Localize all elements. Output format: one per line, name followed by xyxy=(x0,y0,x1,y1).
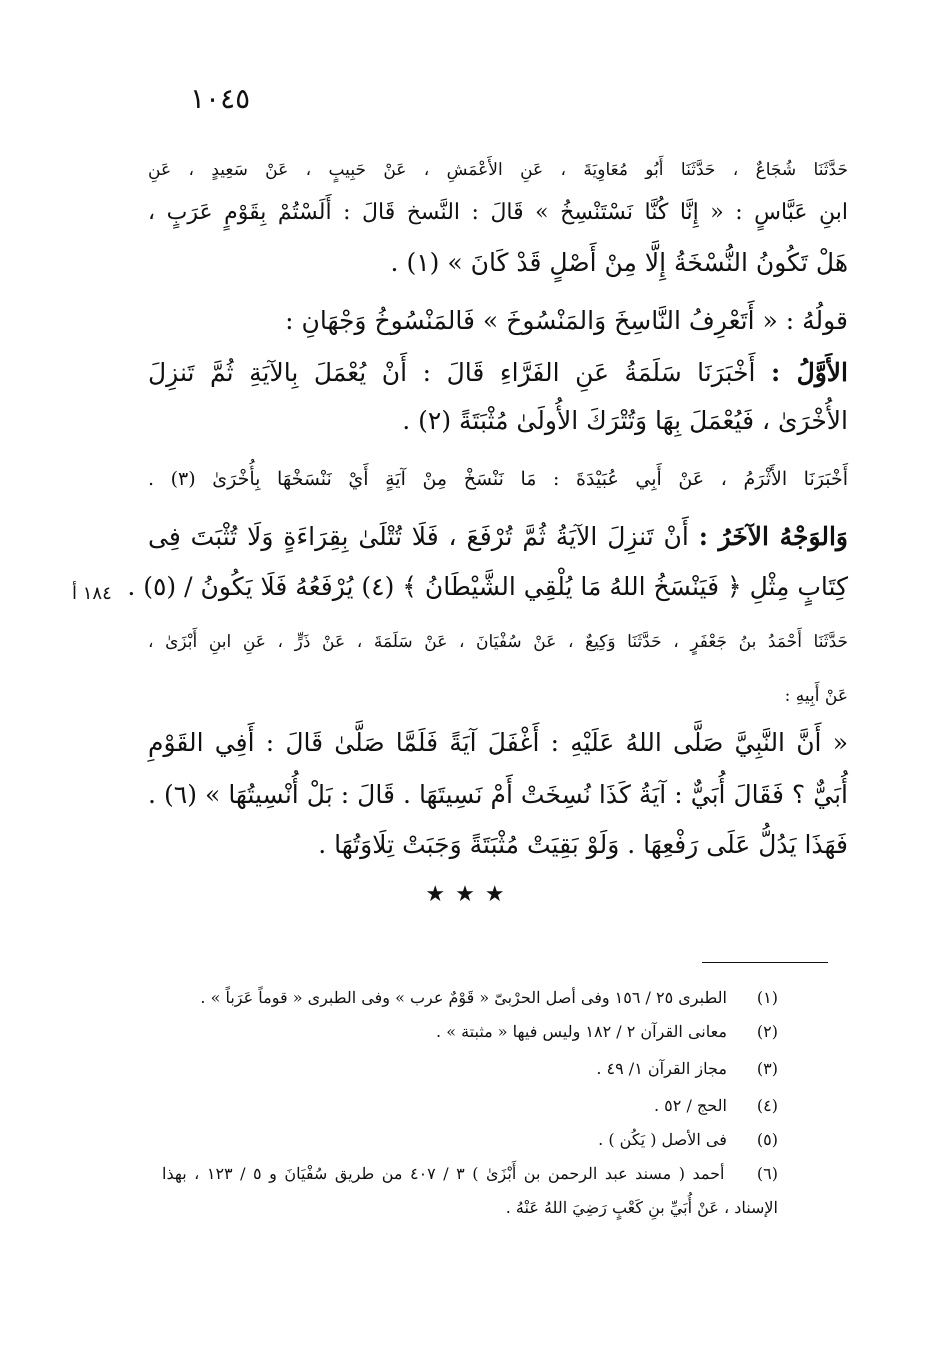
footnote-number: (٥) xyxy=(756,1130,778,1149)
footnote-5 xyxy=(138,1130,778,1149)
footnote-text: الطبرى ٢٥ / ١٥٦ وفى أصل الحرْبىّ « قَوْمٌ عرب » وفى الطبرى « قوماً عَرَباً » . xyxy=(200,988,727,1007)
footnote-text: أحمد ( مسند عبد الرحمن بن أَبْزَىٰ ) ٣ / ٤٠٧ من طريق سُفْيَانَ و ٥ / ١٢٣ ، بهذا xyxy=(162,1164,725,1183)
chain-line-11: عَنْ أَبِيهِ : xyxy=(784,686,848,706)
text-line-14: فَهَذَا يَدُلُّ عَلَى رَفْعِهَا . وَلَوْ بَقِيَتْ مُثْبَتَةً وَجَبَتْ تِلَاوَتُهَا . xyxy=(318,830,848,859)
hadith-line-13: أُبَيٌّ ؟ فَقَالَ أُبَيٌّ : آيَةُ كَذَا نُسِخَتْ أَمْ نَسِيتَهَا . قَالَ : بَلْ أُنْسِيتُهَا » (٦) . xyxy=(148,780,848,809)
footnote-text: الحج / ٥٢ . xyxy=(654,1096,727,1115)
footnote-text: فى الأصل ( يَكُن ) . xyxy=(598,1130,727,1149)
page-number: ١٠٤٥ xyxy=(190,82,251,115)
footnote-number: (٤) xyxy=(756,1096,778,1115)
section-divider-stars: ★★★ xyxy=(425,882,515,907)
chain-line-7: أَخْبَرَنَا الأَثْرَمُ ، عَنْ أَبِي عُبَيْدَةَ : مَا نَنْسَخْ مِنْ آيَةٍ أَيْ نَنْسَخْهَا بِأُخْرَىٰ (٣) . xyxy=(148,468,849,490)
footnote-3 xyxy=(138,1059,778,1078)
text-line-5-body: أَخْبَرَنَا سَلَمَةُ عَنِ الفَرَّاءِ قَالَ : أَنْ يُعْمَلَ بِالآيَةِ ثُمَّ تَنزِلَ xyxy=(148,358,756,387)
footnote-number: (١) xyxy=(756,988,778,1007)
footnote-2 xyxy=(138,1022,778,1041)
footnote-6 xyxy=(162,1164,778,1183)
footnote-6-continuation: الإسناد ، عَنْ أُبَيِّ بنِ كَعْبٍ رَضِيَ اللهُ عَنْهُ . xyxy=(505,1198,778,1217)
text-line-9: كِتَابٍ مِثْلِ ﴿ فَيَنْسَخُ اللهُ مَا يُلْقِي الشَّيْطَانُ ﴾ (٤) يُرْفَعُهُ فَلَا يَكُونُ / (٥) . xyxy=(127,572,848,601)
folio-marker: ١٨٤ أ xyxy=(72,583,112,604)
footnote-4 xyxy=(138,1096,778,1115)
text-line-8 xyxy=(148,522,848,551)
footnote-number: (٣) xyxy=(756,1059,778,1078)
footnote-number: (٦) xyxy=(756,1164,778,1183)
text-line-2: ابنِ عَبَّاسٍ : « إِنَّا كُنَّا نَسْتَنْسِخُ » قَالَ : النَّسخ قَالَ : أَلَسْتُمْ بِقَوْمٍ عَرَبٍ ، xyxy=(148,200,848,225)
text-line-8-body: أَنْ تَنزِلَ الآيَةُ ثُمَّ تُرْفَعَ ، فَلَا تُتْلَىٰ بِقِرَاءَةٍ وَلَا تُثْبَتَ فِى xyxy=(148,522,689,551)
text-line-4: قولُهُ : « أَتَعْرِفُ النَّاسِخَ وَالمَنْسُوخَ » فَالمَنْسُوخُ وَجْهَانِ : xyxy=(285,306,848,335)
text-line-6: الأُخْرَىٰ ، فَيُعْمَلَ بِهَا وَتُتْرَكَ الأُولَىٰ مُثْبَتَةً (٢) . xyxy=(402,406,848,435)
text-line-3: هَلْ تَكُونُ النُّسْخَةُ إِلَّا مِنْ أَصْلٍ قَدْ كَانَ » (١) . xyxy=(390,248,848,277)
footnote-number: (٢) xyxy=(756,1022,778,1041)
text-line-5 xyxy=(148,358,848,387)
footnote-1 xyxy=(138,988,778,1007)
footnote-separator xyxy=(702,962,828,963)
heading-second: وَالوَجْهُ الآخَرُ : xyxy=(698,522,849,551)
footnote-text: معانى القرآن ٢ / ١٨٢ وليس فيها « مثبتة » . xyxy=(436,1022,727,1041)
heading-first: الأَوَّلُ : xyxy=(771,358,849,387)
footnote-text: مجاز القرآن ١/ ٤٩ . xyxy=(596,1059,727,1078)
chain-line-1: حَدَّثَنَا شُجَاعٌ ، حَدَّثَنَا أَبُو مُعَاوِيَةَ ، عَنِ الأَعْمَشِ ، عَنْ حَبِيبٍ ، عَنْ سَعِيدٍ ، عَنِ xyxy=(148,160,848,180)
hadith-line-12: « أَنَّ النَّبِيَّ صَلَّى اللهُ عَلَيْهِ : أَغْفَلَ آيَةً فَلَمَّا صَلَّىٰ قَالَ : أَفِي القَوْمِ xyxy=(148,728,848,757)
chain-line-10: حَدَّثَنَا أَحْمَدُ بنُ جَعْفَرٍ ، حَدَّثَنَا وَكِيعٌ ، عَنْ سُفْيَانَ ، عَنْ سَلَمَةَ ، عَنْ ذَرٍّ ، عَنِ ابنِ أَبْزَىٰ ، xyxy=(148,632,848,652)
